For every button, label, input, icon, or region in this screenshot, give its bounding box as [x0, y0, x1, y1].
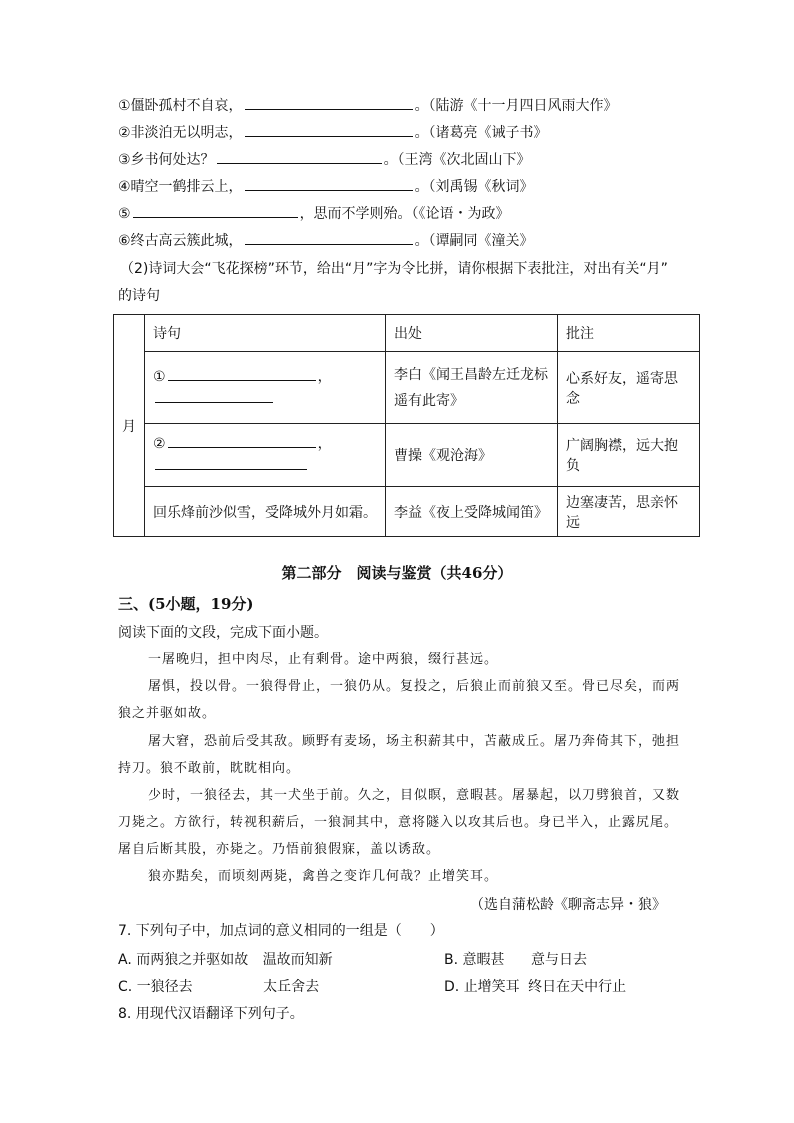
note-cell-1: 心系好友，遥寄思念 [558, 352, 700, 424]
passage-line: 屠惧，投以骨。一狼得骨止，一狼仍从。复投之，后狼止而前狼又至。骨已尽矣，而两 [148, 679, 681, 694]
question-2-line-1: （2)诗词大会“飞花探榜”环节，给出“月”字为令比拼，请你根据下表批注，对出有关“月” [120, 261, 668, 277]
passage-line: 刀毙之。方欲行，转视积薪后，一狼洞其中，意将隧入以攻其后也。身已半入，止露尻尾。 [118, 815, 679, 830]
option-text-1: 而两狼之并驱如故 [136, 952, 249, 968]
option-text-2: 意与日去 [530, 952, 587, 968]
passage-line: 少时，一狼径去，其一犬坐于前。久之，目似瞑，意暇甚。屠暴起，以刀劈狼首，又数 [148, 788, 681, 803]
fill-line-6-prompt: ⑥终古高云簇此城， [118, 233, 243, 249]
option-d[interactable] [444, 977, 626, 997]
section-3-instruction: 阅读下面的文段，完成下面小题。 [118, 625, 328, 641]
passage-line: 持刀。狼不敢前，眈眈相向。 [118, 761, 301, 776]
fill-line-5-prompt: ⑤ [118, 206, 131, 222]
fill-line-2-source: 。（诸葛亮《诫子书》 [414, 125, 548, 141]
source-cell-1 [386, 352, 558, 424]
answer-blank[interactable] [245, 230, 413, 245]
answer-blank[interactable] [245, 122, 413, 137]
table-side-label: 月 [114, 315, 145, 537]
fill-line-3 [118, 149, 531, 170]
poem-cell-3: 回乐烽前沙似雪，受降城外月如霜。 [145, 487, 386, 537]
answer-blank[interactable] [168, 366, 316, 381]
answer-blank[interactable] [155, 455, 307, 470]
passage-line: 狼亦黠矣，而顷刻两毙，禽兽之变诈几何哉？止增笑耳。 [148, 869, 499, 884]
option-letter: A. [118, 952, 132, 968]
passage-line: 狼之并驱如故。 [118, 706, 217, 721]
question-8-stem: 8. 用现代汉语翻译下列句子。 [118, 1006, 304, 1022]
source-text-line-2: 遥有此寄》 [394, 392, 464, 409]
option-text-1: 止增笑耳 [463, 979, 520, 995]
fill-line-4-prompt: ④晴空一鹤排云上， [118, 179, 243, 195]
answer-blank[interactable] [217, 149, 382, 164]
fill-line-5-source: ，思而不学则殆。（《论语・为政》 [299, 206, 510, 222]
passage-line: 一屠晚归，担中肉尽，止有剩骨。途中两狼，缀行甚远。 [148, 652, 499, 667]
fill-line-6 [118, 230, 534, 251]
answer-blank[interactable] [155, 388, 273, 403]
note-cell-2: 广阔胸襟，远大抱负 [558, 424, 700, 487]
option-b[interactable] [444, 950, 587, 970]
table-row [114, 487, 700, 537]
answer-blank[interactable] [168, 433, 316, 448]
fill-line-1-source: 。（陆游《十一月四日风雨大作》 [414, 98, 618, 114]
fill-line-1-prompt: ①僵卧孤村不自哀， [118, 98, 243, 114]
question-2-line-2: 的诗句 [118, 288, 160, 304]
table-header-poem: 诗句 [145, 315, 386, 352]
option-text-2: 温故而知新 [262, 952, 333, 968]
row-number: ② [153, 436, 166, 452]
fill-line-3-source: 。（王湾《次北固山下》 [383, 152, 531, 168]
fill-line-2-prompt: ②非淡泊无以明志， [118, 125, 243, 141]
table-header-source: 出处 [386, 315, 558, 352]
answer-blank[interactable] [133, 203, 298, 218]
passage-source: （选自蒲松龄《聊斋志异・狼》 [470, 897, 666, 913]
question-7-stem: 7. 下列句子中，加点词的意义相同的一组是（ ） [118, 923, 444, 939]
poem-cell-1: ① ， [145, 352, 386, 424]
poem-table [113, 314, 700, 537]
poem-cell-2: ② ， [145, 424, 386, 487]
fill-line-4 [118, 176, 534, 197]
source-cell-2: 曹操《观沧海》 [386, 424, 558, 487]
part-2-title: 第二部分 阅读与鉴赏（共46分） [281, 564, 513, 582]
fill-line-1 [118, 95, 618, 116]
option-text-1: 意暇甚 [462, 952, 505, 968]
option-text-2: 太丘舍去 [263, 979, 320, 995]
fill-line-5 [118, 203, 510, 224]
option-c[interactable] [118, 977, 319, 997]
table-header-note: 批注 [558, 315, 700, 352]
option-letter: C. [118, 979, 133, 995]
fill-line-3-prompt: ③乡书何处达？ [118, 152, 215, 168]
note-cell-3: 边塞凄苦，思亲怀远 [558, 487, 700, 537]
table-row [114, 352, 700, 424]
option-letter: B. [444, 952, 459, 968]
source-text-line-1: 李白《闻王昌龄左迁龙标 [394, 366, 548, 383]
option-text-2: 终日在天中行止 [528, 979, 627, 995]
row-number: ① [153, 368, 166, 385]
answer-blank[interactable] [245, 176, 413, 191]
option-text-1: 一狼径去 [136, 979, 193, 995]
answer-blank[interactable] [245, 95, 413, 110]
passage-line: 屠自后断其股，亦毙之。乃悟前狼假寐，盖以诱敌。 [118, 842, 441, 857]
table-row [114, 424, 700, 487]
passage-line: 屠大窘，恐前后受其敌。顾野有麦场，场主积薪其中，苫蔽成丘。屠乃奔倚其下，弛担 [148, 734, 681, 749]
source-cell-3: 李益《夜上受降城闻笛》 [386, 487, 558, 537]
section-3-heading: 三、(5小题，19分) [118, 595, 254, 613]
fill-line-4-source: 。（刘禹锡《秋词》 [414, 179, 534, 195]
fill-line-2 [118, 122, 548, 143]
option-a[interactable] [118, 950, 333, 970]
fill-line-6-source: 。（谭嗣同《潼关》 [414, 233, 534, 249]
option-letter: D. [444, 979, 460, 995]
